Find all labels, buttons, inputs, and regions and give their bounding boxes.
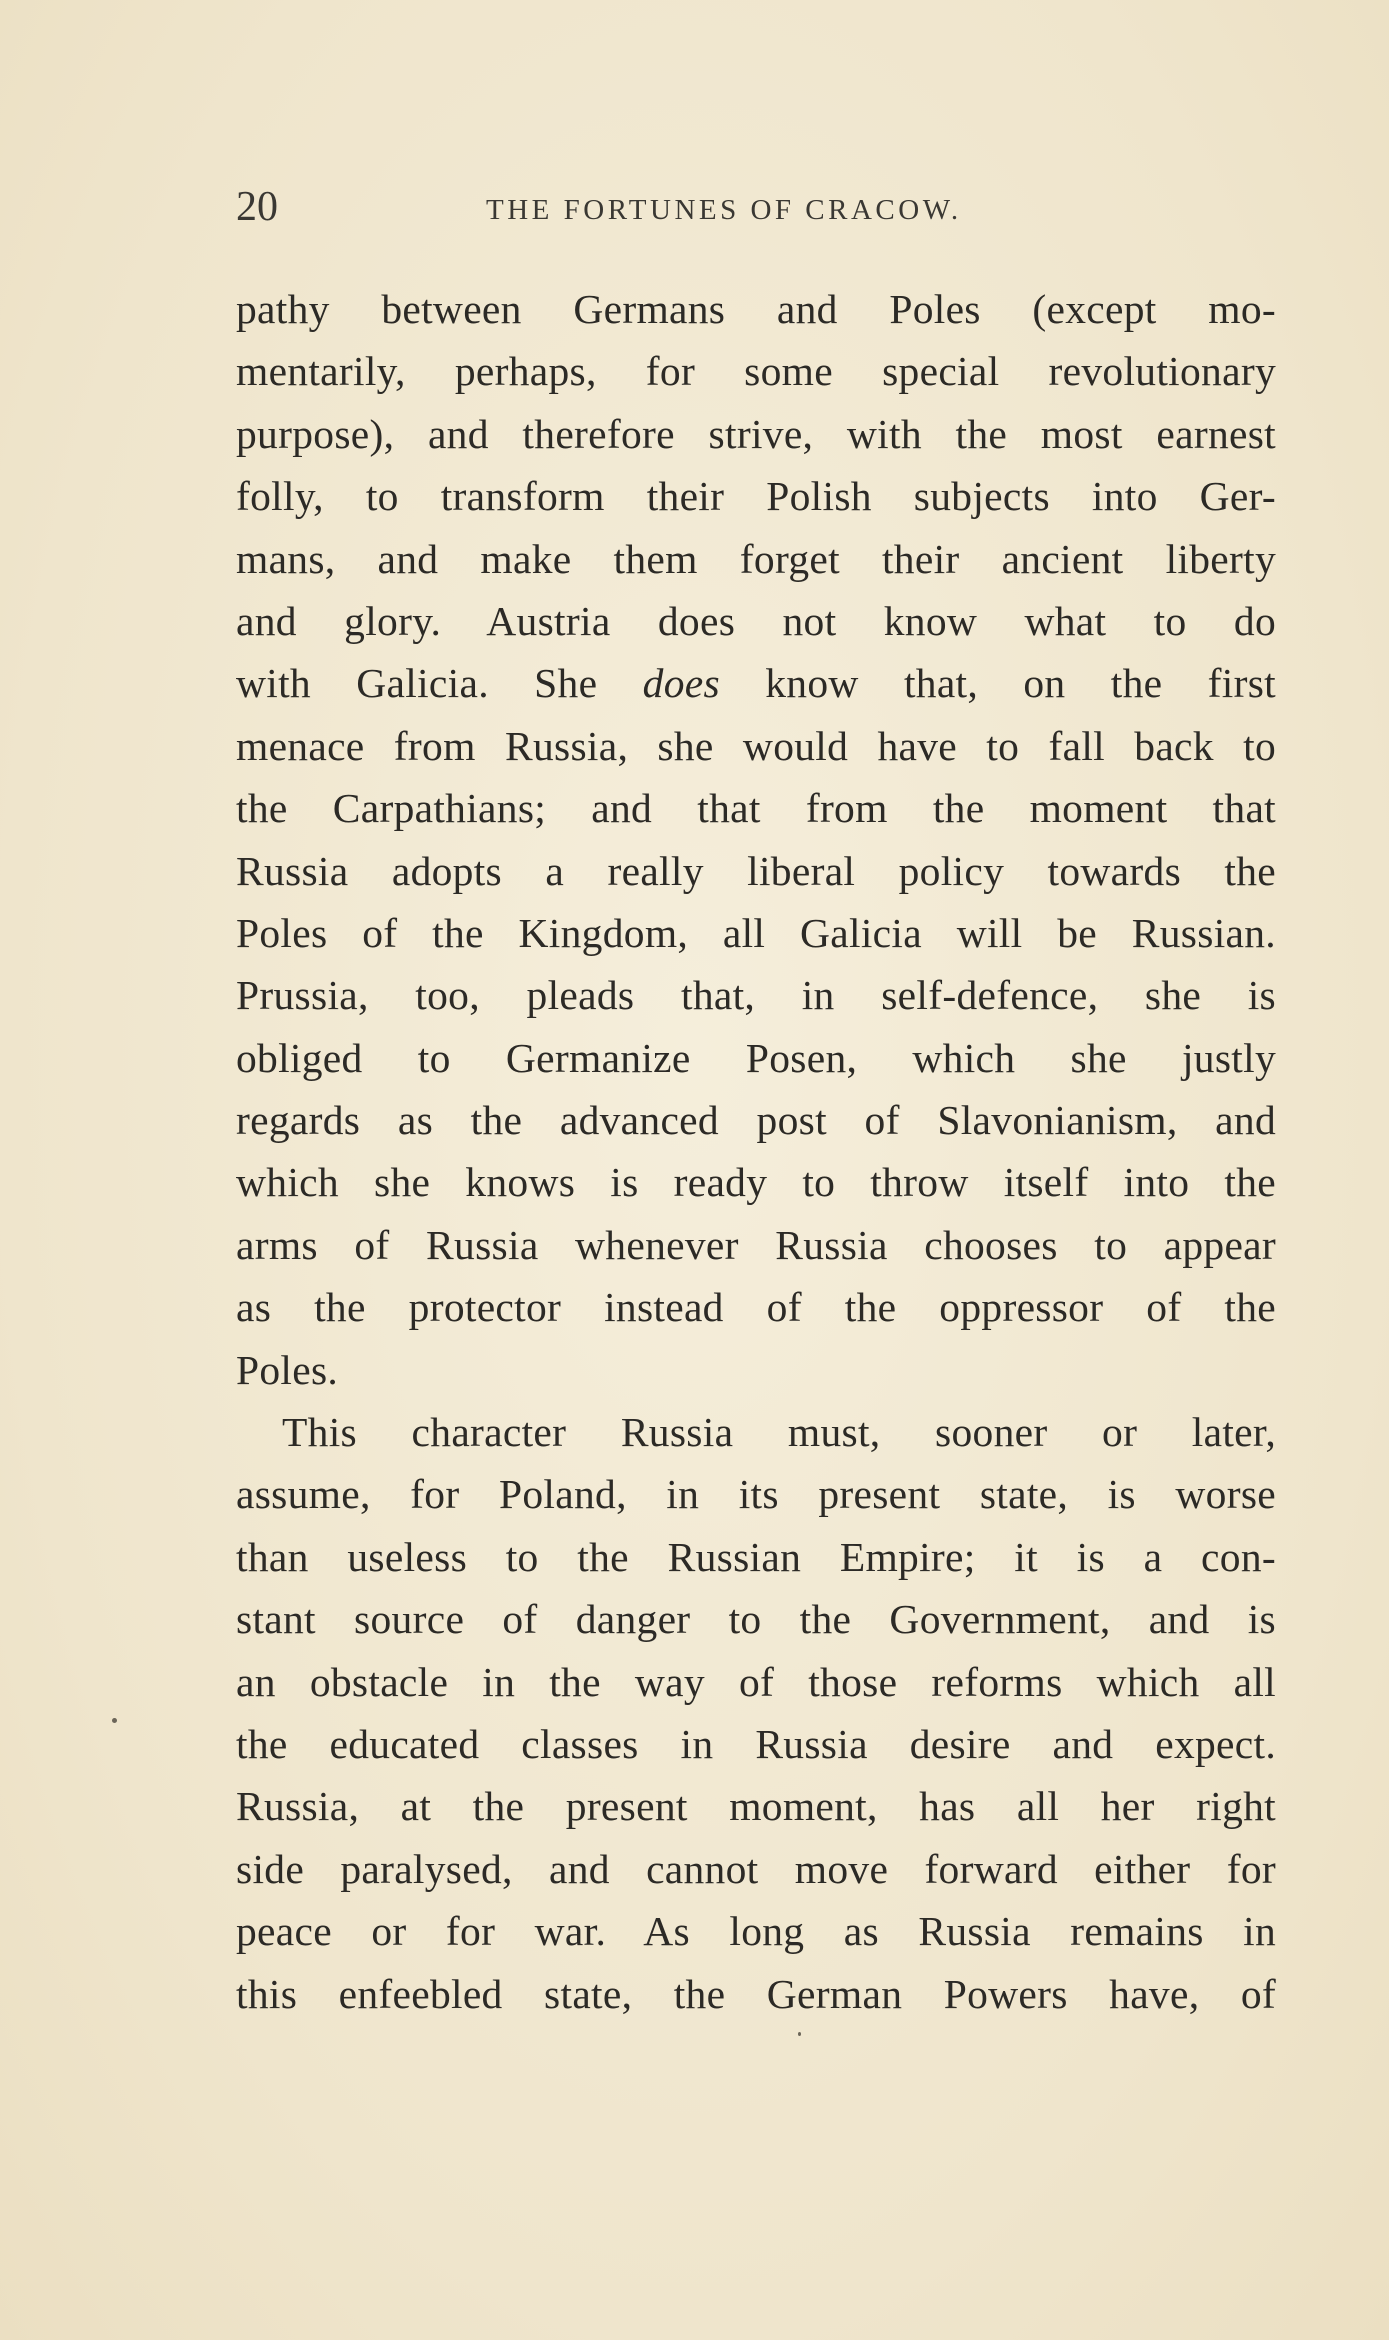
text-line <box>236 465 1276 527</box>
text-line <box>236 1339 1276 1401</box>
text-line-content: than useless to the Russian Empire; it is a con- <box>236 1533 1276 1580</box>
text-line-content: side paralysed, and cannot move forward either for <box>236 1845 1276 1892</box>
text-line-content: stant source of danger to the Government, and is <box>236 1596 1276 1643</box>
text-line <box>236 340 1276 402</box>
text-line <box>236 1900 1276 1962</box>
text-line <box>236 528 1276 590</box>
text-line-content: Poles of the Kingdom, all Galicia will be Russian. <box>236 909 1276 956</box>
text-line-content: Prussia, too, pleads that, in self-defence, she is <box>236 972 1276 1019</box>
text-line <box>236 278 1276 340</box>
text-line-content: an obstacle in the way of those reforms which all <box>236 1658 1276 1705</box>
running-head: THE FORTUNES OF CRACOW. <box>486 194 962 226</box>
text-line-content: assume, for Poland, in its present state, is worse <box>236 1471 1276 1518</box>
text-line-content: Poles. <box>236 1346 339 1393</box>
text-line-content: and glory. Austria does not know what to do <box>236 597 1276 644</box>
text-line <box>236 1588 1276 1650</box>
page-number: 20 <box>236 184 278 230</box>
text-line <box>236 840 1276 902</box>
text-line <box>236 964 1276 1026</box>
text-line-content: which she knows is ready to throw itself into the <box>236 1159 1276 1206</box>
text-line-content: mans, and make them forget their ancient liberty <box>236 535 1276 582</box>
text-line <box>236 1027 1276 1089</box>
text-line <box>236 715 1276 777</box>
text-line-content: folly, to transform their Polish subjects into Ger- <box>236 473 1276 520</box>
text-line <box>236 1963 1276 2025</box>
text-line <box>236 1214 1276 1276</box>
text-line <box>236 1463 1276 1525</box>
text-line-content: regards as the advanced post of Slavonianism, and <box>236 1097 1276 1144</box>
text-line <box>236 1713 1276 1775</box>
text-line <box>236 1526 1276 1588</box>
text-line <box>236 777 1276 839</box>
body-text <box>236 278 1276 2025</box>
text-line <box>236 403 1276 465</box>
text-line-content: obliged to Germanize Posen, which she justly <box>236 1034 1276 1081</box>
text-line-content: Russia adopts a really liberal policy towards the <box>236 847 1276 894</box>
text-line <box>236 902 1276 964</box>
text-line <box>236 1276 1276 1338</box>
emphasis: does <box>642 660 720 707</box>
text-line-content: Russia, at the present moment, has all her right <box>236 1783 1276 1830</box>
text-line-content: This character Russia must, sooner or later, <box>282 1409 1276 1456</box>
text-line <box>236 1775 1276 1837</box>
text-line-content: the educated classes in Russia desire and expect. <box>236 1720 1276 1767</box>
text-line <box>236 1651 1276 1713</box>
text-line <box>236 1838 1276 1900</box>
text-line <box>236 652 1276 714</box>
text-line <box>236 1089 1276 1151</box>
text-line-content: this enfeebled state, the German Powers have, of <box>236 1970 1276 2017</box>
text-line-content: pathy between Germans and Poles (except mo- <box>236 286 1276 332</box>
text-line <box>236 1151 1276 1213</box>
text-line-content: menace from Russia, she would have to fall back to <box>236 722 1276 769</box>
paper-speck <box>798 2032 801 2036</box>
text-line-content: as the protector instead of the oppressor of the <box>236 1284 1276 1331</box>
text-line <box>236 1401 1276 1463</box>
text-line-content: arms of Russia whenever Russia chooses to appear <box>236 1221 1276 1268</box>
paper-speck <box>112 1718 117 1723</box>
text-line-content: the Carpathians; and that from the moment that <box>236 785 1276 832</box>
text-line-content: with Galicia. She does know that, on the first <box>236 660 1277 707</box>
text-line-content: peace or for war. As long as Russia remains in <box>236 1908 1276 1955</box>
text-line <box>236 590 1276 652</box>
page-header <box>236 182 1156 232</box>
text-line-content: purpose), and therefore strive, with the most earnest <box>236 410 1276 457</box>
text-line-content: mentarily, perhaps, for some special revolutionary <box>236 348 1276 395</box>
